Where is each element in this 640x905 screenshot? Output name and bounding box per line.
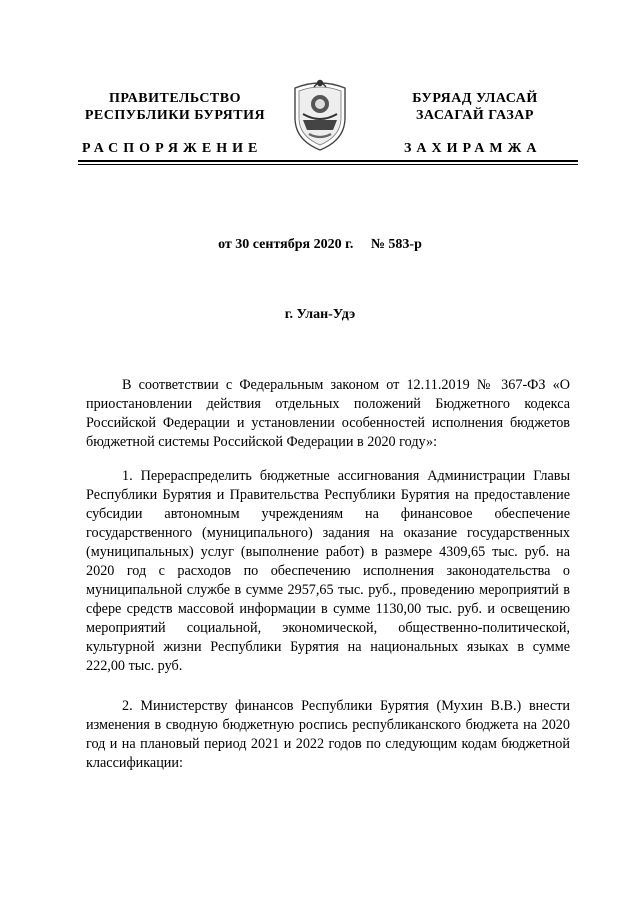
header-left	[60, 90, 290, 124]
coat-of-arms-icon	[291, 74, 349, 152]
header-rule-thin	[78, 164, 578, 165]
paragraph-preamble	[86, 376, 570, 452]
header-left-line2: РЕСПУБЛИКИ БУРЯТИЯ	[84, 108, 266, 123]
paragraph-1: В соответствии с Федеральным законом от 12.11.2019 № 367-ФЗ «О приостановлении действия отдельных положений Бюджетного кодекса Российской Федерации и установлении особенностей исполнения бюджетов бюджетной системы Российской Федерации в 2020 году»:	[86, 377, 570, 450]
header-right-line1: БУРЯАД УЛАСАЙ	[412, 91, 538, 106]
header-right	[360, 90, 590, 124]
paragraph-2: 1. Перераспределить бюджетные ассигнования Администрации Главы Республики Бурятия и Правительства Республики Бурятия на предоставление субсидии автономным учреждениям на финансовое обеспечение государственного (муниципального) задания на оказание государственных (муниципальных) услуг (выполнение работ) в размере 4309,65 тыс. руб. на 2020 год с расходов по обеспечению исполнения законодательства о муниципальной службе в сумме 2957,65 тыс. руб., проведению мероприятий в сфере средств массовой информации в сумме 1130,00 тыс. руб. и освещению мероприятий социальной, экономической, общественно-политической, культурной жизни Республики Бурятия на национальных языках в сумме 222,00 тыс. руб.	[86, 468, 570, 674]
header-right-line2: ЗАСАГАЙ ГАЗАР	[416, 108, 534, 123]
document-date: от 30 сентября 2020 г.	[218, 237, 354, 252]
paragraph-item-1	[86, 467, 570, 676]
paragraph-item-2	[86, 697, 570, 773]
date-number-line	[0, 237, 640, 253]
doctype-left: РАСПОРЯЖЕНИЕ	[82, 141, 263, 156]
city: г. Улан-Удэ	[284, 307, 356, 322]
paragraph-3: 2. Министерству финансов Республики Бурятия (Мухин В.В.) внести изменения в сводную бюджетную роспись республиканского бюджета на 2020 год и на плановый период 2021 и 2022 годов по следующим кодам бюджетной классификации:	[86, 698, 570, 771]
header-rule-thick	[78, 160, 578, 162]
document-number: № 583-р	[370, 237, 422, 252]
doctype-right: ЗАХИРАМЖА	[404, 141, 542, 156]
header-left-line1: ПРАВИТЕЛЬСТВО	[109, 91, 241, 106]
